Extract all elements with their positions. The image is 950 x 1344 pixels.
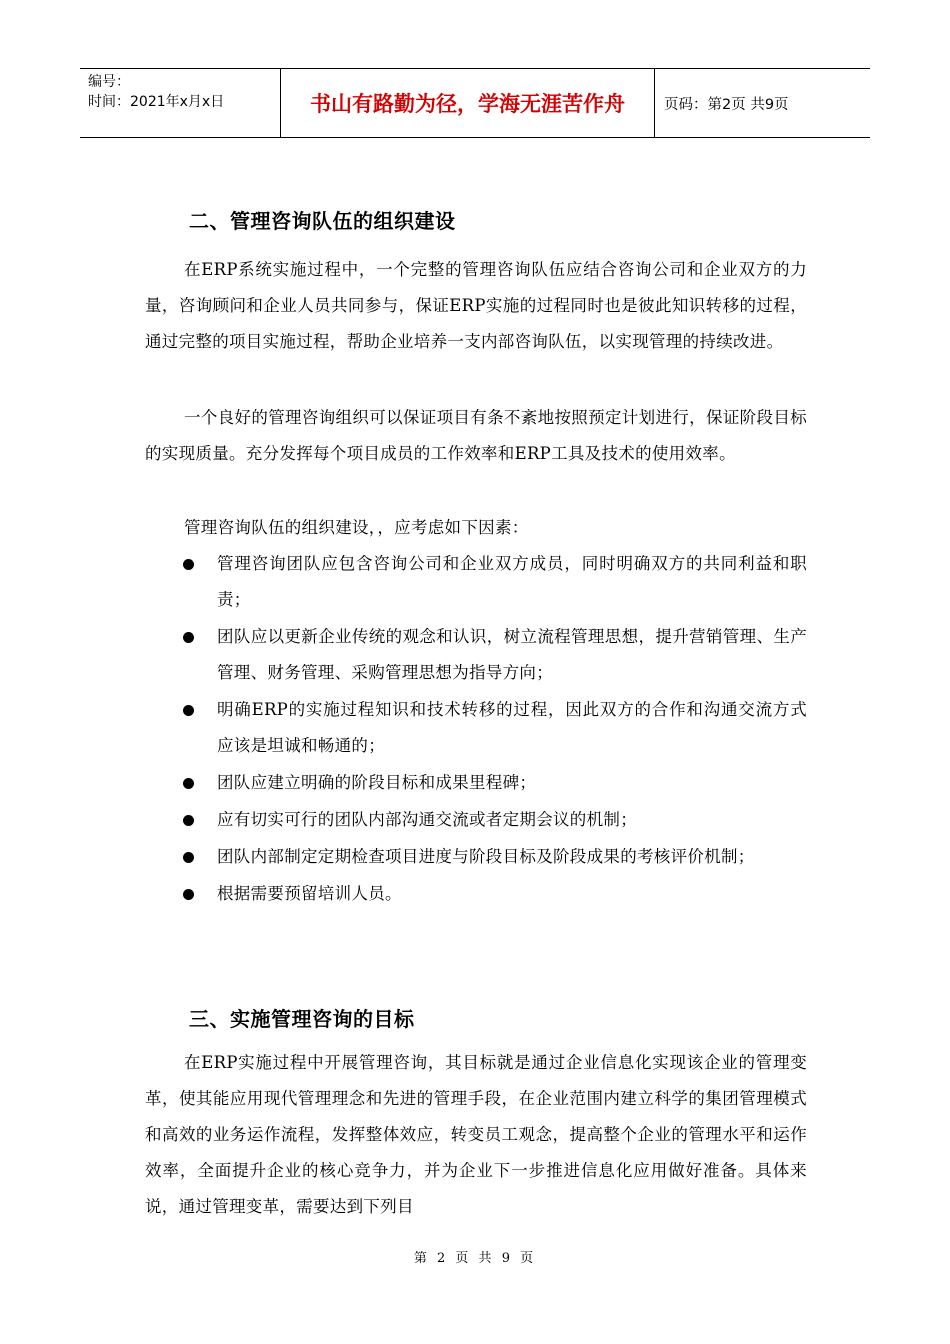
document-number-label: 编号：	[88, 74, 130, 90]
bullet-icon	[183, 778, 194, 789]
list-item: 管理咨询团队应包含咨询公司和企业双方成员，同时明确双方的共同利益和职责；	[145, 546, 807, 618]
document-time-label: 时间：2021年x月x日	[88, 94, 225, 110]
bullet-icon	[183, 632, 194, 643]
bullet-icon	[183, 852, 194, 863]
page-header	[80, 68, 870, 138]
bullet-icon	[183, 815, 194, 826]
bullet-icon	[183, 705, 194, 716]
bullet-icon	[183, 559, 194, 570]
bullet-icon	[183, 889, 194, 900]
section-2-title: 二、管理咨询队伍的组织建设	[189, 209, 456, 233]
section-3-title: 三、实施管理咨询的目标	[189, 1007, 415, 1031]
list-item: 应有切实可行的团队内部沟通交流或者定期会议的机制；	[145, 802, 807, 838]
list-item: 团队应建立明确的阶段目标和成果里程碑；	[145, 765, 807, 801]
header-page-info: 页码：第2页 共9页	[664, 96, 789, 113]
header-meta	[80, 69, 281, 137]
list-item: 团队应以更新企业传统的观念和认识，树立流程管理思想，提升营销管理、生产管理、财务管理、采购管理思想为指导方向；	[145, 619, 807, 691]
section-2-paragraph-2: 一个良好的管理咨询组织可以保证项目有条不紊地按照预定计划进行，保证阶段目标的实现质量。充分发挥每个项目成员的工作效率和ERP工具及技术的使用效率。	[145, 408, 807, 463]
section-2-paragraph-3: 管理咨询队伍的组织建设，，应考虑如下因素：	[184, 518, 529, 537]
factor-list	[145, 546, 807, 913]
header-motto: 书山有路勤为径，学海无涯苦作舟	[281, 69, 655, 137]
list-item: 团队内部制定定期检查项目进度与阶段目标及阶段成果的考核评价机制；	[145, 839, 807, 875]
list-item: 根据需要预留培训人员。	[145, 876, 807, 912]
section-3-paragraph-1: 在ERP实施过程中开展管理咨询，其目标就是通过企业信息化实现该企业的管理变革，使其能应用现代管理理念和先进的管理手段，在企业范围内建立科学的集团管理模式和高效的业务运作流程，发挥整体效应，转变员工观念，提高整个企业的管理水平和运作效率，全面提升企业的核心竞争力，并为企业下一步推进信息化应用做好准备。具体来说，通过管理变革，需要达到下列目	[145, 1053, 807, 1216]
page-footer: 第 2 页 共 9 页	[413, 1251, 537, 1266]
list-item: 明确ERP的实施过程知识和技术转移的过程，因此双方的合作和沟通交流方式应该是坦诚和畅通的；	[145, 692, 807, 764]
section-2-paragraph-1: 在ERP系统实施过程中，一个完整的管理咨询队伍应结合咨询公司和企业双方的力量，咨询顾问和企业人员共同参与，保证ERP实施的过程同时也是彼此知识转移的过程，通过完整的项目实施过程，帮助企业培养一支内部咨询队伍，以实现管理的持续改进。	[145, 260, 807, 351]
